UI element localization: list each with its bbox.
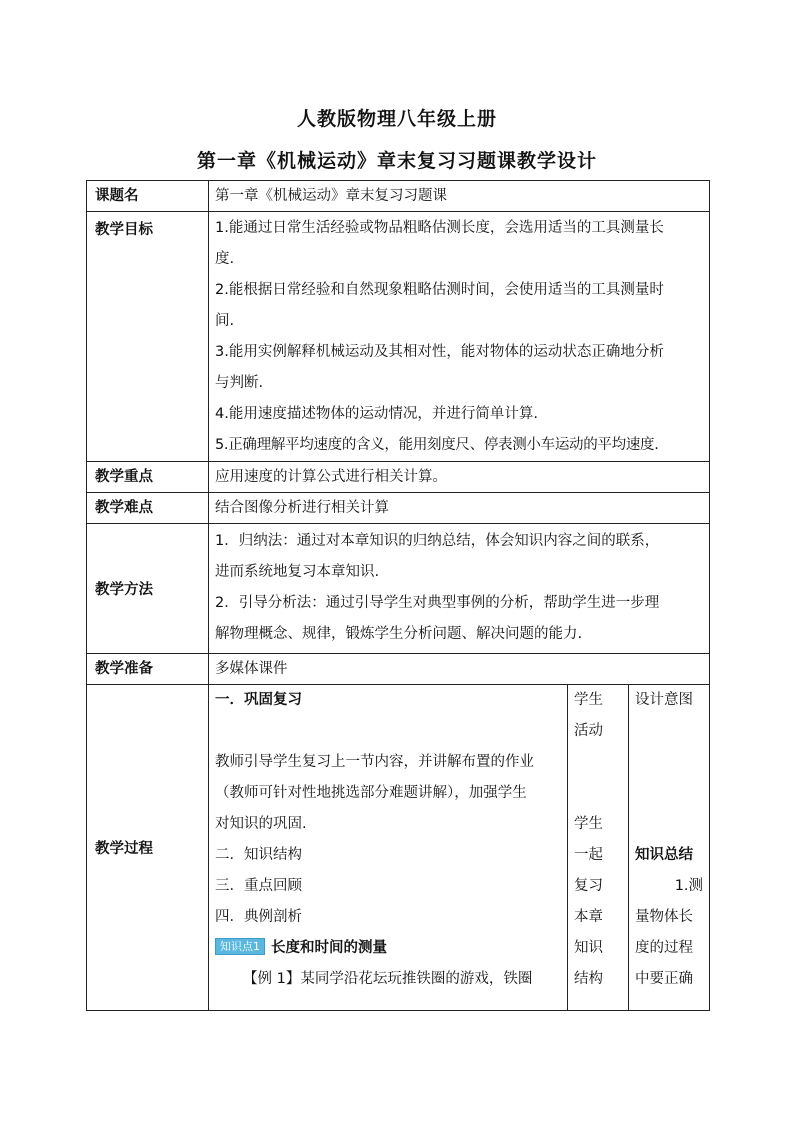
knowledge-point-line [215, 933, 561, 964]
goal-line: 度. [215, 251, 235, 267]
process-heading: 一．巩固复习 [215, 692, 302, 708]
example-line: 【例 1】某同学沿花坛玩推铁圈的游戏，铁圈 [243, 971, 533, 987]
topic-label: 课题名 [87, 181, 209, 212]
process-line: （教师可针对性地挑选部分难题讲解），加强学生 [215, 785, 527, 801]
method-line: 2．引导分析法：通过引导学生对典型事例的分析，帮助学生进一步理 [215, 595, 660, 611]
goal-line: 间. [215, 313, 235, 329]
process-line: 教师引导学生复习上一节内容，并讲解布置的作业 [215, 754, 534, 770]
process-line: 对知识的巩固. [215, 816, 307, 832]
difficulty-row [87, 493, 710, 524]
goal-line: 3.能用实例解释机械运动及其相对性，能对物体的运动状态正确地分析 [215, 344, 664, 360]
student-col-line: 学生 [574, 816, 603, 832]
method-content [209, 524, 710, 654]
method-line: 1．归纳法：通过对本章知识的归纳总结，体会知识内容之间的联系， [215, 533, 660, 549]
knowledge-point-title: 长度和时间的测量 [271, 940, 387, 956]
process-row [87, 685, 710, 1011]
method-label: 教学方法 [87, 524, 209, 654]
goals-content [209, 212, 710, 462]
student-col-line: 一起 [574, 847, 603, 863]
difficulty-label: 教学难点 [87, 493, 209, 524]
design-intent-line: 1.测 [674, 878, 704, 894]
topic-row [87, 181, 710, 212]
goals-row [87, 212, 710, 462]
student-col-line: 本章 [574, 909, 603, 925]
process-line: 三．重点回顾 [215, 878, 302, 894]
goal-line: 5.正确理解平均速度的含义，能用刻度尺、停表测小车运动的平均速度. [215, 437, 659, 453]
student-activity-column [568, 685, 629, 1011]
design-intent-line: 度的过程 [635, 940, 693, 956]
goals-label: 教学目标 [87, 212, 209, 462]
goal-line: 1.能通过日常生活经验或物品粗略估测长度，会选用适当的工具测量长 [215, 220, 664, 236]
design-intent-line: 量物体长 [635, 909, 693, 925]
process-content [209, 685, 568, 1011]
goal-line: 4.能用速度描述物体的运动情况，并进行简单计算. [215, 406, 538, 422]
preparation-value: 多媒体课件 [209, 654, 710, 685]
key-point-row [87, 462, 710, 493]
student-col-line [574, 747, 622, 778]
design-intent-summary: 知识总结 [635, 847, 693, 863]
document-title: 人教版物理八年级上册 [296, 108, 497, 130]
goal-line: 与判断. [215, 375, 264, 391]
knowledge-point-tag: 知识点1 [215, 938, 265, 955]
key-point-label: 教学重点 [87, 462, 209, 493]
preparation-label: 教学准备 [87, 654, 209, 685]
difficulty-value: 结合图像分析进行相关计算 [209, 493, 710, 524]
process-line: 四．典例剖析 [215, 909, 302, 925]
process-label: 教学过程 [87, 685, 209, 1011]
lesson-plan-table [86, 180, 710, 1011]
student-col-line: 知识 [574, 940, 603, 956]
design-intent-line: 中要正确 [635, 971, 693, 987]
key-point-value: 应用速度的计算公式进行相关计算。 [209, 462, 710, 493]
student-col-line: 结构 [574, 971, 603, 987]
topic-value: 第一章《机械运动》章末复习习题课 [209, 181, 710, 212]
student-col-line: 活动 [574, 723, 603, 739]
student-col-line: 复习 [574, 878, 603, 894]
method-line: 解物理概念、规律，锻炼学生分析问题、解决问题的能力. [215, 626, 583, 642]
process-line: 二．知识结构 [215, 847, 302, 863]
method-line: 进而系统地复习本章知识. [215, 564, 380, 580]
design-intent-heading: 设计意图 [635, 692, 693, 708]
preparation-row [87, 654, 710, 685]
method-row [87, 524, 710, 654]
student-col-line [574, 778, 622, 809]
document-subtitle: 第一章《机械运动》章末复习习题课教学设计 [196, 150, 597, 172]
student-col-line: 学生 [574, 692, 603, 708]
goal-line: 2.能根据日常经验和自然现象粗略估测时间，会使用适当的工具测量时 [215, 282, 664, 298]
design-intent-column [629, 685, 710, 1011]
